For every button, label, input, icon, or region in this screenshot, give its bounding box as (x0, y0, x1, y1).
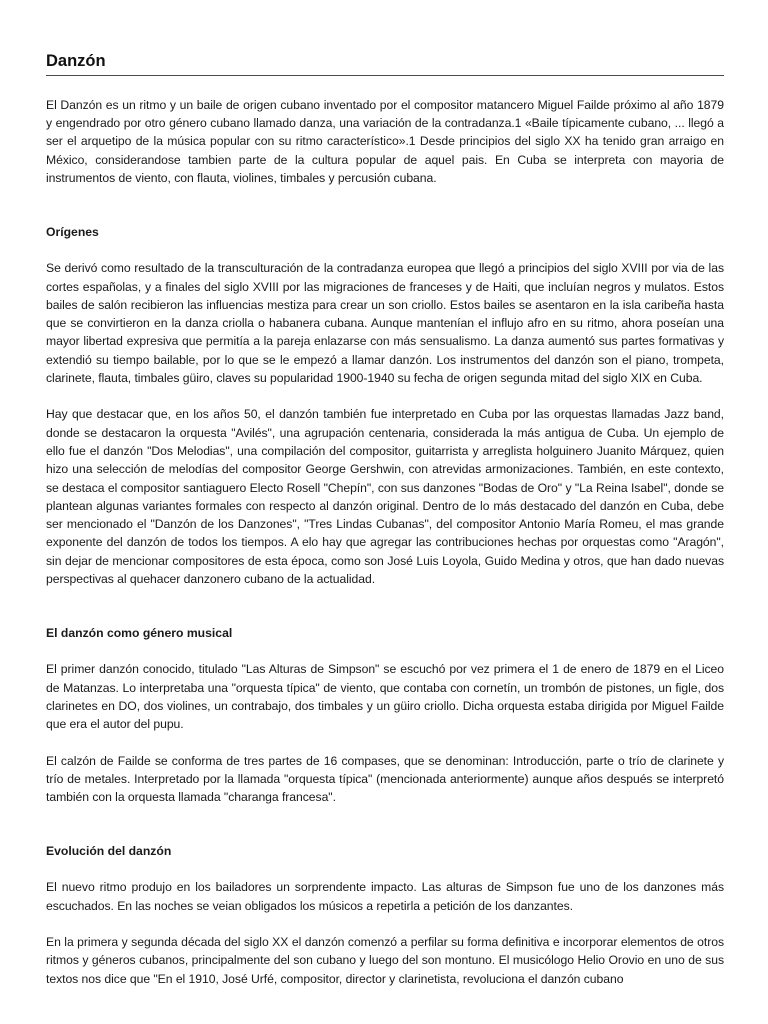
section-genero-musical (46, 624, 724, 806)
section-heading-genero-musical: El danzón como género musical (46, 626, 233, 641)
document-page (46, 52, 724, 988)
section-evolucion (46, 842, 724, 987)
paragraph: Hay que destacar que, en los años 50, el danzón también fue interpretado en Cuba por las orquestas llamadas Jazz band, donde se destacaron la orquesta "Avilés", una agrupación centenaria, considerada la más antigua de Cuba. Un ejemplo de ello fue el danzón "Dos Melodias", una compilación del compositor, guitarrista y arreglista holguinero Juanito Márquez, quien hizo una selección de melodías del compositor George Gershwin, con atrevidas armonizaciones. También, en este contexto, se destaca el compositor santiaguero Electo Rosell "Chepín", con sus danzones "Bodas de Oro" y "La Reina Isabel", donde se plantean algunas variantes formales con respecto al danzón original. Dentro de lo más destacado del danzón en Cuba, debe ser mencionado el "Danzón de los Danzones", "Tres Lindas Cubanas", del compositor Antonio María Romeu, el mas grande exponente del danzón de todos los tiempos. A elo hay que agregar las contribuciones hechas por orquestas como "Aragón", sin dejar de mencionar compositores de esta época, como son José Luis Loyola, Guido Medina y otros, que han dado nuevas perspectivas al quehacer danzonero cubano de la actualidad. (46, 407, 724, 587)
paragraph: El primer danzón conocido, titulado "Las Alturas de Simpson" se escuchó por vez primera el 1 de enero de 1879 en el Liceo de Matanzas. Lo interpretaba una "orquesta típica" de viento, que contaba con cornetín, un trombón de pistones, un figle, dos clarinetes en DO, dos violines, un contrabajo, dos timbales y un güiro criollo. Dicha orquesta estaba dirigida por Miguel Failde que era el autor del pupu. (46, 662, 724, 732)
page-title: Danzón (46, 52, 724, 76)
section-heading-origenes: Orígenes (46, 225, 99, 240)
paragraph: El calzón de Failde se conforma de tres partes de 16 compases, que se denominan: Introducción, parte o trío de clarinete y trío de metales. Interpretado por la llamada "orquesta típica" (mencionada anteriormente) aunque años después se interpretó también con la orquesta llamada "charanga francesa". (46, 753, 724, 805)
paragraph: Se derivó como resultado de la transculturación de la contradanza europea que llegó a principios del siglo XVIII por via de las cortes españolas, y a finales del siglo XVIII por las migraciones de franceses y de Haiti, que incluían negros y mulatos. Estos bailes de salón recibieron las influencias mestiza para crear un son criollo. Estos bailes se asentaron en la isla caribeña hasta que se convirtieron en la danza criolla o habanera cubana. Aunque mantenían el influjo afro en su ritmo, ahora poseían una mayor libertad expresiva que permitía a la pareja enlazarse con más sensualismo. La danza aumentó sus partes formativas y extendió su tiempo bailable, por lo que se le empezó a llamar danzón. Los instrumentos del danzón son el piano, trompeta, clarinete, flauta, timbales güiro, claves su popularidad 1900-1940 su fecha de origen segunda mitad del siglo XIX en Cuba. (46, 261, 724, 386)
intro-paragraph: El Danzón es un ritmo y un baile de origen cubano inventado por el compositor matancero Miguel Failde próximo al año 1879 y engendrado por otro género cubano llamado danza, una variación de la contradanza.1 «Baile típicamente cubano, ... llegó a ser el arquetipo de la música popular con su ritmo característico».1 Desde principios del siglo XX ha tenido gran arraigo en México, considerandose tambien parte de la cultura popular de aquel pais. En Cuba se interpreta con mayoria de instrumentos de viento, con flauta, violines, timbales y percusión cubana. (46, 97, 724, 185)
paragraph: En la primera y segunda década del siglo XX el danzón comenzó a perfilar su forma definitiva e incorporar elementos de otros ritmos y géneros cubanos, principalmente del son cubano y luego del son montuno. El musicólogo Helio Orovio en uno de sus textos nos dice que "En el 1910, José Urfé, compositor, director y clarinetista, revoluciona el danzón cubano (46, 935, 724, 986)
section-heading-evolucion: Evolución del danzón (46, 844, 172, 859)
section-origenes (46, 223, 724, 588)
paragraph: El nuevo ritmo produjo en los bailadores un sorprendente impacto. Las alturas de Simpson fue uno de los danzones más escuchados. En las noches se veian obligados los músicos a repetirla a petición de los danzantes. (46, 880, 724, 913)
